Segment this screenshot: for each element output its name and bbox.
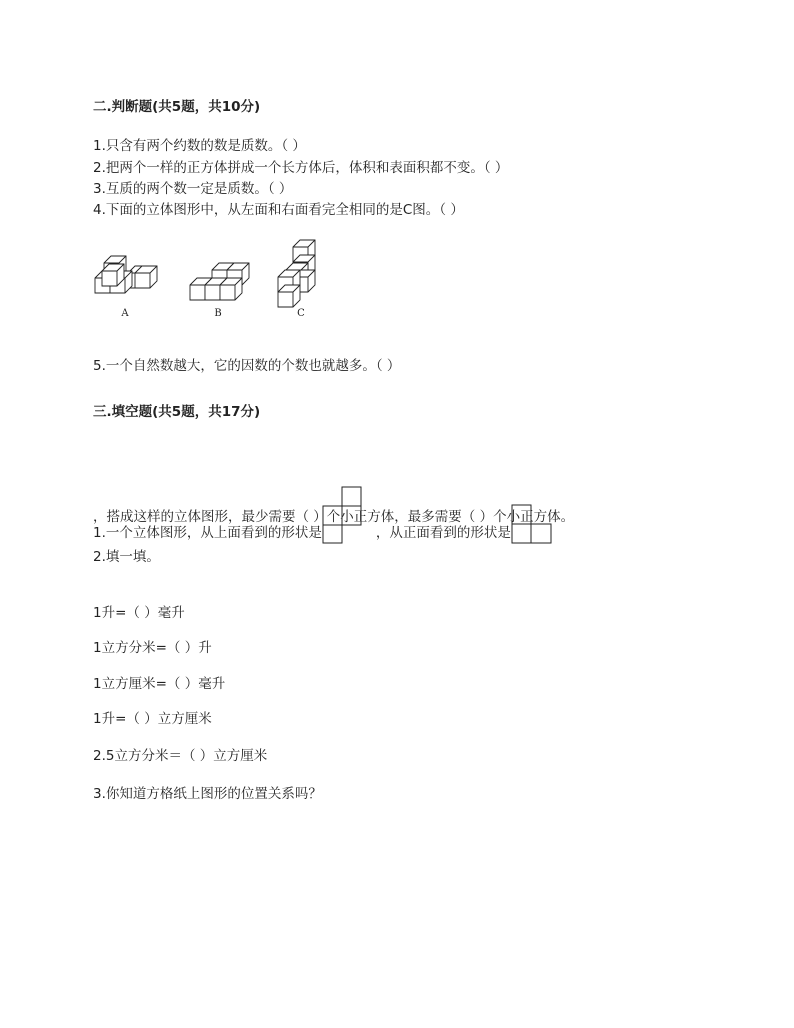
figure-label-c: C [297, 308, 305, 319]
judgement-question-5: 5.一个自然数越大，它的因数的个数也就越多。（ ） [93, 358, 401, 374]
fill-question-1-part1: 1.一个立体图形，从上面看到的形状是 [93, 525, 322, 541]
fill-question-1-line2: ，搭成这样的立体图形，最少需要（ ）个小正方体，最多需要（ ）个小正方体。 [93, 509, 575, 525]
section-heading-judgement: 二.判断题(共5题，共10分) [93, 99, 261, 115]
cube-figure-a [95, 256, 157, 293]
fill-item-1: 1升=（ ）毫升 [93, 605, 185, 621]
section-heading-fill-in: 三.填空题(共5题，共17分) [93, 404, 261, 420]
judgement-question-1: 1.只含有两个约数的数是质数。（ ） [93, 138, 306, 154]
fill-item-3: 1立方厘米=（ ）毫升 [93, 676, 226, 692]
cube-figure-b [190, 263, 249, 300]
cube-figure-c [278, 240, 315, 307]
figure-label-a: A [121, 308, 129, 319]
fill-item-5: 2.5立方分米＝（ ）立方厘米 [93, 748, 268, 764]
fill-question-2: 2.填一填。 [93, 549, 160, 565]
judgement-question-4: 4.下面的立体图形中，从左面和右面看完全相同的是C图。（ ） [93, 202, 464, 218]
judgement-question-3: 3.互质的两个数一定是质数。（ ） [93, 181, 293, 197]
fill-question-3: 3.你知道方格纸上图形的位置关系吗？ [93, 786, 322, 802]
fill-item-2: 1立方分米=（ ）升 [93, 640, 212, 656]
cube-figures [90, 236, 330, 326]
judgement-question-2: 2.把两个一样的正方体拼成一个长方体后，体积和表面积都不变。（ ） [93, 160, 509, 176]
figure-label-b: B [214, 308, 222, 319]
fill-question-1-part2: ，从正面看到的形状是 [375, 525, 511, 541]
fill-item-4: 1升=（ ）立方厘米 [93, 711, 212, 727]
